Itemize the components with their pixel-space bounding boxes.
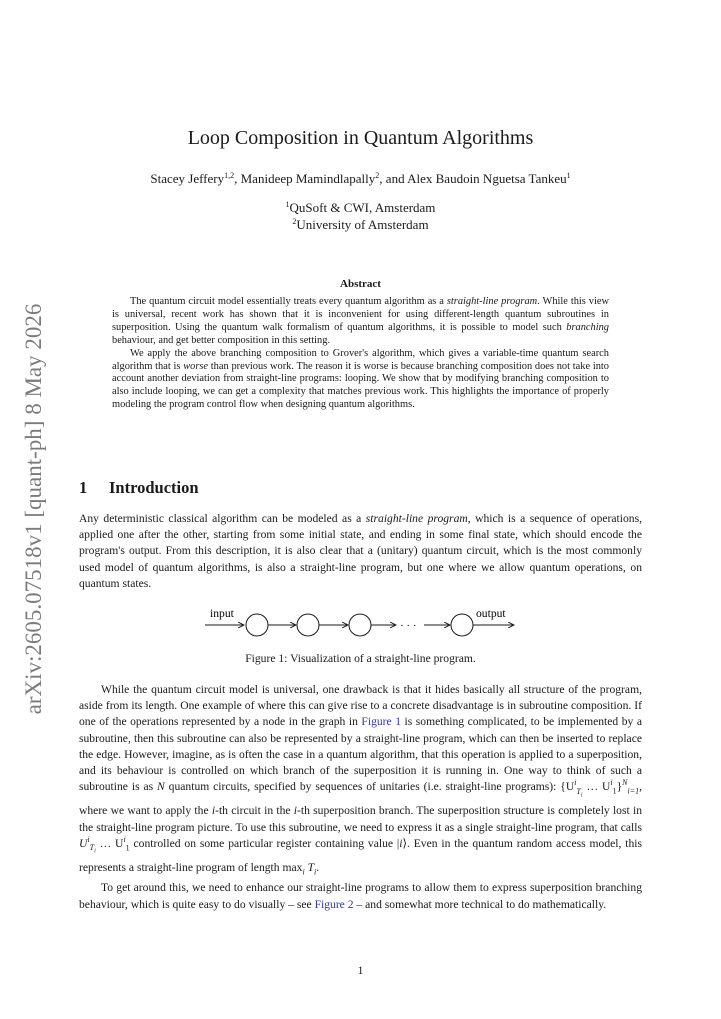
section-heading: 1 Introduction [79, 478, 199, 497]
ellipsis: · · · [400, 620, 417, 632]
node [349, 614, 371, 636]
node [297, 614, 319, 636]
author-list: Stacey Jeffery$^{1,2}$, Manideep Mamindlapally$^2$, and Alex Baudoin Nguetsa Tankeu$^1$ [150, 171, 571, 186]
figure-1-caption: Figure 1: Visualization of a straight-line program. [245, 652, 476, 665]
affiliation: $^1$QuSoft & CWI, Amsterdam [285, 200, 436, 215]
intro-paragraph-1: Any deterministic classical algorithm can be modeled as a straight-line program, which is a sequence of operations, applied one after the other, starting from some initial state, and ending in some final state, which should encode the program's output. From this description, it is also clear that a (unitary) quantum circuit, which is the most commonly used model of quantum algorithms, is also a straight-line program, but one where we allow quantum operations, on quantum states. [79, 512, 642, 590]
intro-paragraph-2: While the quantum circuit model is universal, one drawback is that it hides basically all structure of the program, aside from its length. One example of where this can give rise to a concrete disadvantage is in subroutine composition. If one of the operations represented by a node in the graph in Figure 1 is something complicated, to be implemented by a subroutine, then this subroutine can also be represented by a straight-line program, which can then be inserted to replace the edge. However, imagine, as is often the case in a quantum algorithm, that this operation is applied to a superposition, and its behaviour is controlled on which branch of the superposition it is running in. One way to think of such a subroutine is as N quantum circuits, specified by sequences of unitaries (i.e. straight-line programs): {$U^i_{T_i}$ … $U^i_1\}^N_{i=1}$, where we want to apply the i-th circuit in the i-th superposition branch. The superposition structure is completely lost in the straight-line program picture. To use this subroutine, we need to express it as a single straight-line program, that calls $U^i_{T_i}$ … $U^i_1$ controlled on some particular register containing value |i⟩. Even in the quantum random access model, this represents a straight-line program of length $\max_i T_i$. To get around this, we need to enhance our straight-line programs to allow them to express superposition branching behaviour, which is quite easy to do visually – see Figure 2 – and somewhat more technical to do mathematically. [79, 682, 642, 913]
abstract-paragraph: The quantum circuit model essentially treats every quantum algorithm as a straight-line program. While this view is universal, recent work has shown that it is inconvenient for using different-length quantum subroutines in superposition. Using the quantum walk formalism of quantum algorithms, it is possible to model such branching behaviour, and get better composition in this setting. [112, 296, 609, 346]
affiliation: $^2$University of Amsterdam [292, 217, 429, 232]
paper-title: Loop Composition in Quantum Algorithms [187, 127, 534, 149]
input-label: input [210, 607, 234, 620]
figure-2-link[interactable]: Figure 2 [314, 897, 354, 911]
author: Manideep Mamindlapally [240, 171, 376, 186]
intro-paragraph-3: To get around this, we need to enhance our straight-line programs to allow them to express superposition branching behaviour, which is quite easy to do visually – see Figure 2 – and somewhat more technical to do mathematically. [79, 881, 642, 911]
abstract [112, 296, 609, 412]
math-product: $U^i_{T_i}$ … $U^i_1$ [79, 834, 130, 855]
abstract-heading: Abstract [340, 278, 381, 290]
arxiv-identifier: arXiv:2605.07518v1 [quant-ph] 8 May 2026 [21, 303, 46, 714]
author: Stacey Jeffery [150, 171, 225, 186]
math-set: {$U^i_{T_i}$ … $U^i_1\}^N_{i=1}$ [560, 778, 640, 799]
output-label: output [476, 607, 506, 620]
figure-1-diagram [200, 604, 520, 644]
page-number: 1 [357, 964, 364, 977]
abstract-paragraph: We apply the above branching composition to Grover's algorithm, which gives a variable-time quantum search algorithm that is worse than previous work. The reason it is worse is because branching composition does not take into account another deviation from straight-line programs: looping. We show that by modifying branching composition to also include looping, we can get a complexity that matches previous work. This highlights the importance of properly modeling the program control flow when designing quantum algorithms. [112, 347, 609, 411]
node [451, 614, 473, 636]
node [246, 614, 268, 636]
author: Alex Baudoin Nguetsa Tankeu [407, 171, 567, 186]
figure-1-link[interactable]: Figure 1 [361, 715, 401, 729]
